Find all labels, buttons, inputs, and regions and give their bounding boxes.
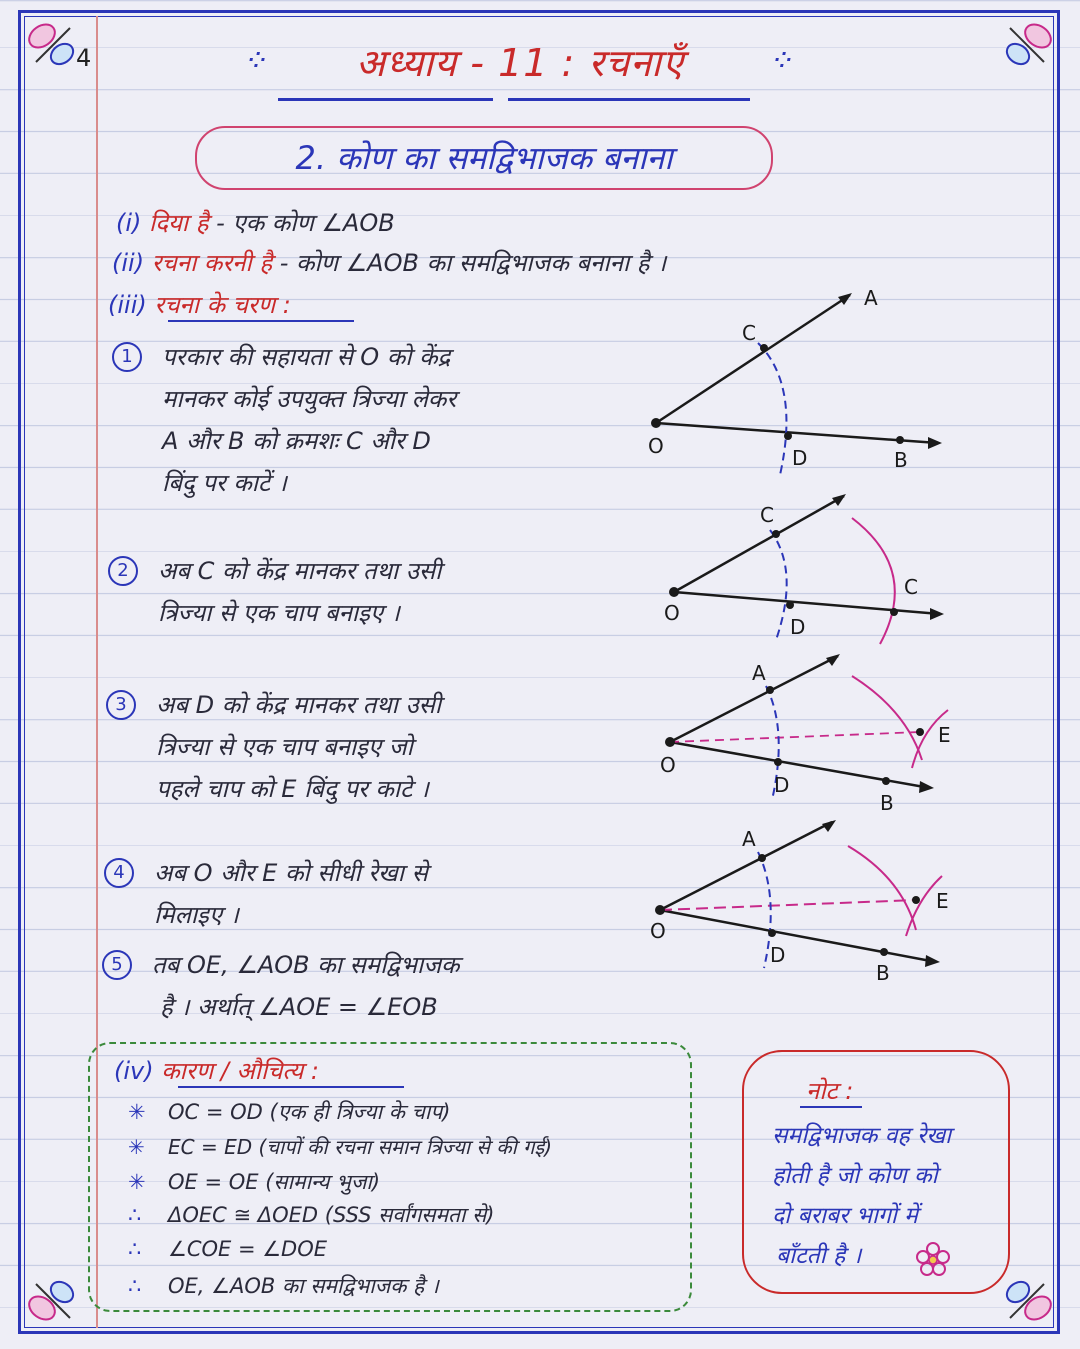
to-construct-line: [112, 246, 666, 279]
page-number: 4: [76, 44, 92, 72]
ray-ob: [674, 592, 940, 614]
label-o: O: [650, 919, 666, 943]
step-2-line-2: त्रिज्या से एक चाप बनाइए ।: [158, 599, 400, 627]
to-construct-label: (ii): [112, 249, 145, 277]
note-line-2: होती है जो कोण को: [772, 1163, 938, 1189]
point-c: [760, 344, 768, 352]
label-a: A: [864, 286, 878, 310]
label-c: C: [760, 503, 774, 527]
figure-3-angle: [656, 650, 956, 820]
reason-text: OC = OD (एक ही त्रिज्या के चाप): [168, 1100, 451, 1124]
title-underline: [508, 98, 750, 101]
point-b: [882, 777, 890, 785]
arrow-head-icon: [919, 781, 934, 793]
label-d: D: [770, 943, 786, 967]
label-c: C: [742, 321, 756, 345]
reason-line-1: [128, 1098, 450, 1126]
point-c: [772, 530, 780, 538]
arrow-head-icon: [826, 654, 840, 666]
point-arc-intersection: [890, 608, 898, 616]
arrow-head-icon: [838, 293, 852, 305]
steps-heading-underline: [168, 320, 354, 322]
step-number-2: 2: [108, 556, 138, 586]
point-o: [669, 587, 679, 597]
arc-cd: [770, 530, 787, 640]
note-title-underline: [800, 1106, 862, 1108]
label-b: B: [894, 448, 908, 472]
subtitle-box: [195, 126, 773, 190]
point-c: [766, 686, 774, 694]
reason-line-6: [128, 1272, 439, 1300]
therefore-icon: ∴: [128, 1203, 142, 1227]
to-construct-heading: रचना करनी है: [151, 249, 273, 277]
label-d: D: [774, 773, 790, 797]
ray-ob: [656, 423, 938, 443]
label-a: A: [752, 661, 766, 685]
label-b: B: [876, 961, 890, 985]
step-4-line-1: अब O और E को सीधी रेखा से: [154, 859, 428, 887]
step-2-line-1: अब C को केंद्र मानकर तथा उसी: [158, 557, 442, 585]
step-number-1: 1: [112, 342, 142, 372]
reason-text: OE, ∠AOB का समद्विभाजक है ।: [168, 1274, 439, 1298]
point-d: [786, 601, 794, 609]
figure-2-angle: [660, 490, 950, 650]
asterisk-icon: ✳: [128, 1100, 146, 1124]
label-c-arc: C: [904, 575, 918, 599]
reason-text: ΔOEC ≅ ΔOED (SSS सर्वांगसमता से): [168, 1203, 495, 1227]
label-d: D: [792, 446, 808, 470]
swirl-ornament-icon: ⁘: [769, 44, 796, 79]
given-line: [116, 206, 395, 239]
step-number-3: 3: [106, 690, 136, 720]
arrow-head-icon: [928, 437, 942, 449]
point-d: [774, 758, 782, 766]
step-1-line-2: मानकर कोई उपयुक्त त्रिज्या लेकर: [162, 385, 457, 413]
reason-text: ∠COE = ∠DOE: [168, 1237, 328, 1261]
arrow-head-icon: [832, 494, 846, 506]
label-o: O: [648, 434, 664, 458]
reason-line-2: [128, 1133, 552, 1160]
label-e: E: [936, 889, 949, 913]
to-construct-text: - कोण ∠AOB का समद्विभाजक बनाना है ।: [279, 249, 667, 277]
reason-text: EC = ED (चापों की रचना समान त्रिज्या से की गई): [168, 1135, 553, 1159]
step-3-line-2: त्रिज्या से एक चाप बनाइए जो: [156, 733, 413, 761]
chapter-title: अध्याय - 11 : रचनाएँ: [355, 41, 685, 85]
ray-oa: [674, 496, 844, 592]
point-e: [912, 896, 920, 904]
step-1-line-3: A और B को क्रमशः C और D: [162, 427, 431, 455]
point-o: [655, 905, 665, 915]
step-3-line-1: अब D को केंद्र मानकर तथा उसी: [156, 691, 442, 719]
reason-text: OE = OE (सामान्य भुजा): [168, 1170, 381, 1194]
butterfly-icon: [994, 14, 1058, 78]
note-line-3: दो बराबर भागों में: [772, 1203, 918, 1229]
figure-1-angle: [640, 285, 950, 475]
chapter-title-block: [240, 36, 800, 106]
reason-heading: कारण / औचित्य :: [161, 1057, 320, 1085]
title-underline: [278, 98, 493, 101]
label-o: O: [664, 601, 680, 625]
ray-ob: [660, 910, 936, 962]
step-5-line-1: तब OE, ∠AOB का समद्विभाजक: [152, 951, 460, 979]
swirl-ornament-icon: ⁘: [244, 44, 271, 79]
arc-cd: [758, 852, 771, 968]
arrow-head-icon: [925, 955, 940, 967]
step-number-5: 5: [102, 950, 132, 980]
steps-heading-label: (iii): [108, 291, 147, 319]
arc-cd: [758, 343, 786, 475]
reason-line-4: [128, 1201, 495, 1229]
asterisk-icon: ✳: [128, 1170, 146, 1194]
step-1-line-4: बिंदु पर काटें ।: [162, 469, 287, 497]
point-b: [880, 948, 888, 956]
step-5-line-2: है । अर्थात् ∠AOE = ∠EOB: [160, 993, 438, 1021]
bisector-oe: [670, 732, 920, 742]
therefore-icon: ∴: [128, 1237, 142, 1261]
butterfly-icon: [994, 1268, 1058, 1332]
figure-4-angle: [646, 818, 952, 990]
note-line-4: बाँटती है ।: [776, 1243, 862, 1269]
therefore-icon: ∴: [128, 1274, 142, 1298]
reason-label: (iv): [114, 1057, 154, 1085]
label-o: O: [660, 753, 676, 777]
section-subtitle: 2. कोण का समद्विभाजक बनाना: [295, 139, 673, 177]
point-o: [665, 737, 675, 747]
reason-heading-underline: [178, 1086, 404, 1088]
label-a: A: [742, 827, 756, 851]
steps-heading: रचना के चरण :: [154, 291, 291, 319]
bisector-oe: [660, 900, 916, 910]
point-e: [916, 728, 924, 736]
point-d: [768, 929, 776, 937]
reason-line-3: [128, 1168, 380, 1196]
arc-from-c: [852, 676, 922, 760]
label-d: D: [790, 615, 806, 639]
step-4-line-2: मिलाइए ।: [154, 901, 239, 929]
point-o: [651, 418, 661, 428]
given-text: - एक कोण ∠AOB: [216, 209, 395, 237]
step-3-line-3: पहले चाप को E बिंदु पर काटे ।: [156, 775, 429, 803]
arc-from-c: [852, 518, 895, 644]
label-b: B: [880, 791, 894, 815]
step-1-line-1: परकार की सहायता से O को केंद्र: [162, 343, 451, 371]
ray-ob: [670, 742, 930, 788]
arrow-head-icon: [822, 820, 836, 832]
arrow-head-icon: [930, 608, 944, 620]
reason-line-5: [128, 1237, 327, 1261]
note-line-1: समद्विभाजक वह रेखा: [772, 1123, 952, 1149]
point-c: [758, 854, 766, 862]
given-heading: दिया है: [149, 209, 209, 237]
ray-oa: [656, 295, 850, 423]
reason-heading-line: [114, 1054, 319, 1087]
arc-from-c: [848, 846, 916, 930]
butterfly-icon: [22, 1268, 86, 1332]
flower-icon: [914, 1240, 952, 1278]
point-b: [896, 436, 904, 444]
point-d: [784, 432, 792, 440]
label-e: E: [938, 723, 951, 747]
steps-heading-line: [108, 288, 291, 321]
step-number-4: 4: [104, 858, 134, 888]
asterisk-icon: ✳: [128, 1135, 145, 1159]
note-title: नोट :: [806, 1077, 854, 1105]
given-label: (i): [116, 209, 142, 237]
